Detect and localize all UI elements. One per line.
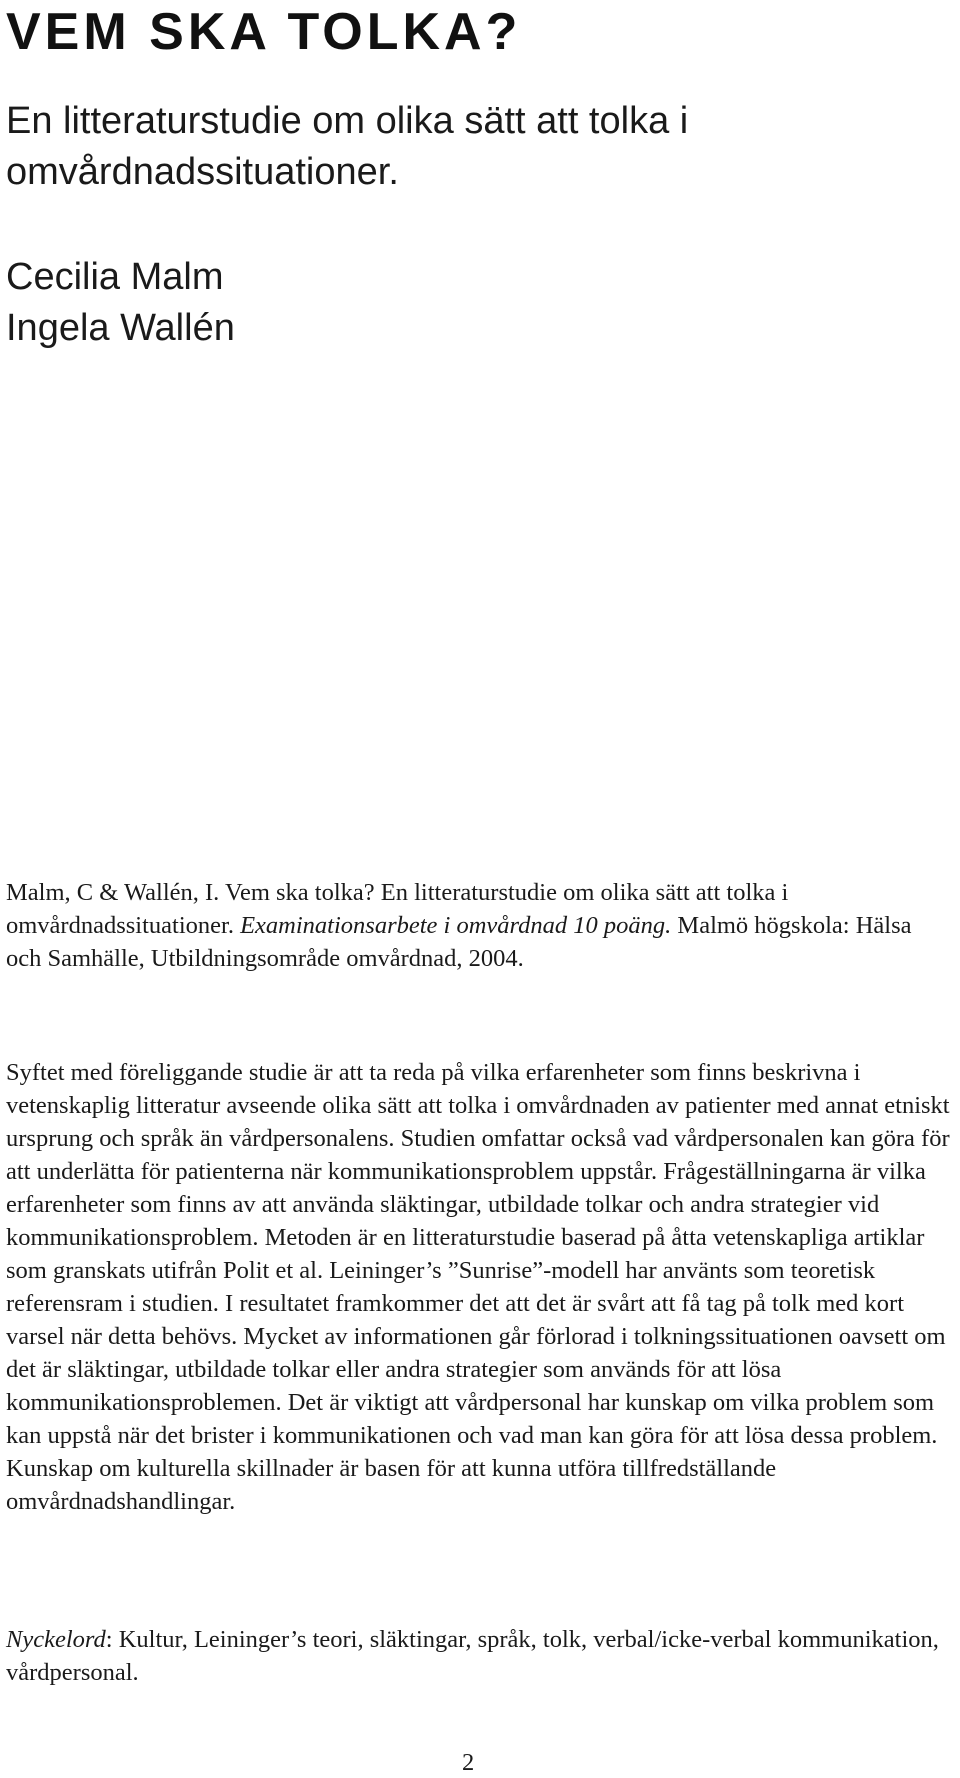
reference-text-end: Malmö högskola: Hälsa och Samhälle, Utbildningsområde omvårdnad, 2004. [6,912,912,972]
keywords-separator: : [105,1626,119,1653]
abstract-paragraph: Syftet med föreliggande studie är att ta reda på vilka erfarenheter som finns beskrivna i vetenskaplig litteratur avseende olika sätt att tolka i omvårdnaden av patienter med annat etniskt ursprung och språk än vårdpersonalens. Studien omfattar också vad vårdpersonalen kan göra för att underlätta för patienterna när kommunikationsproblem uppstår. Frågeställningarna är vilka erfarenheter som finns av att använda släktingar, utbildade tolkar och andra strategier vid kommunikationsproblem. Metoden är en litteraturstudie baserad på åtta vetenskapliga artiklar som granskats utifrån Polit et al. Leininger’s ”Sunrise”-modell har använts som teoretisk referensram i studien. I resultatet framkommer det att det är svårt att få tag på tolk med kort varsel när detta behövs. Mycket av informationen går förlorad i tolkningssituationen oavsett om det är släktingar, utbildade tolkar eller andra strategier som används för att lösa kommunikationsproblemen. Det är viktigt att vårdpersonal har kunskap om vilka problem som kan uppstå när det brister i kommunikationen och vad man kan göra för att lösa dessa problem. Kunskap om kulturella skillnader är basen för att kunna utföra tillfredställande omvårdnadshandlingar. [6,1059,950,1515]
author-name: Cecilia Malm [6,256,224,298]
reference-text: Malm, C & Wallén, I. Vem ska tolka? En litteraturstudie om olika sätt att tolka i omvårdnadssituationer. [6,879,789,939]
document-title: VEM SKA TOLKA? [6,3,522,61]
keywords-paragraph [6,1623,954,1689]
reference-italic-text: Examinationsarbete i omvårdnad 10 poäng. [240,912,672,939]
page-number: 2 [462,1749,475,1776]
document-subtitle: En litteraturstudie om olika sätt att tolka i omvårdnadssituationer. [6,100,689,193]
keywords-label: Nyckelord [6,1626,106,1653]
author-list [6,252,235,354]
keywords-text: Kultur, Leininger’s teori, släktingar, språk, tolk, verbal/icke-verbal kommunikation, vårdpersonal. [6,1626,939,1686]
bibliographic-reference [6,876,951,975]
author-name: Ingela Wallén [6,307,235,349]
